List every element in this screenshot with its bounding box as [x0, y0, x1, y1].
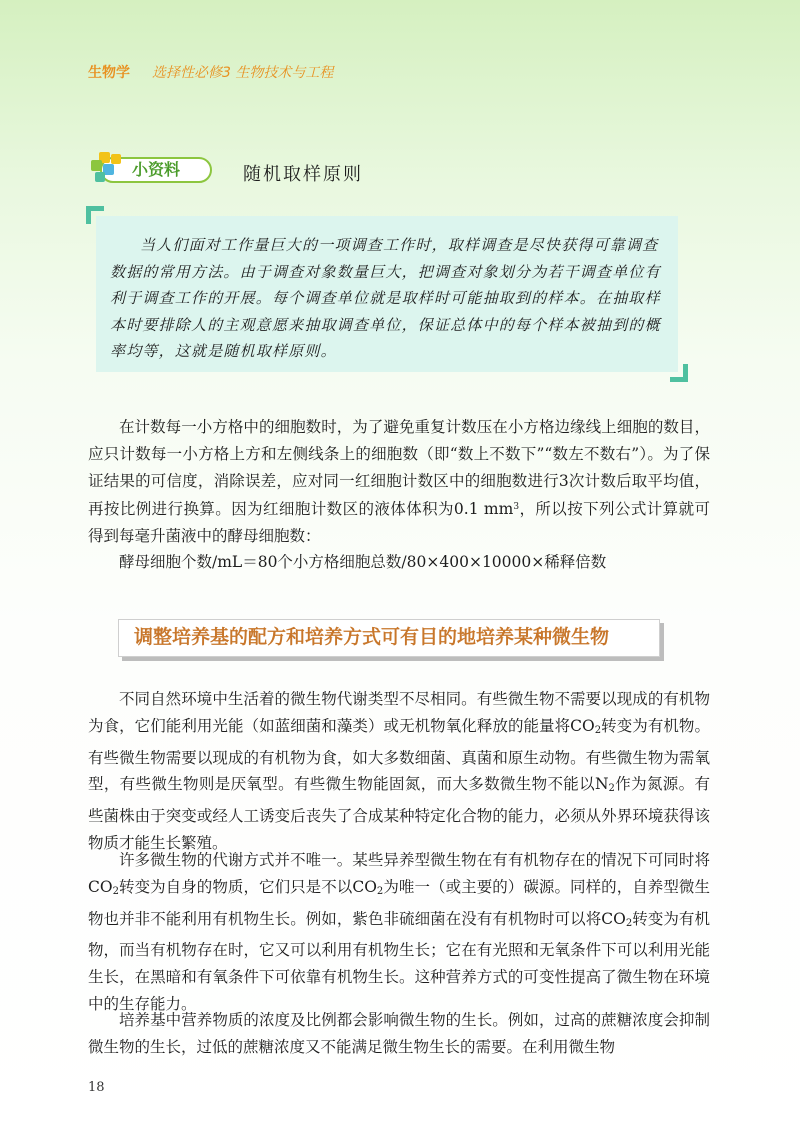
paragraph-counting	[88, 414, 710, 550]
header-book-title: 选择性必修3 生物技术与工程	[152, 65, 334, 81]
info-tag-label: 小资料	[132, 160, 181, 179]
paragraph-part: 许多微生物的代谢方式并不唯一。某些异养型微生物在有有机物存在的情况下可同时将CO	[88, 851, 710, 896]
info-tag	[86, 150, 214, 190]
info-box-corner-top-left	[86, 206, 104, 224]
info-box-corner-bottom-right	[670, 364, 688, 382]
unit-superscript: 3	[513, 502, 520, 513]
paragraph-part: 转变为有机物。有些微生物需要以现成的有机物为食，如大多数细菌、真菌和原生动物。有些微生物为需氧型，有些微生物则是厌氧型。有些微生物能固氮，而大多数微生物不能以N	[88, 716, 710, 794]
paragraph-metabolism-types	[88, 686, 710, 857]
info-box-title: 随机取样原则	[243, 164, 363, 185]
info-box-text: 当人们面对工作量巨大的一项调查工作时，取样调查是尽快获得可靠调查数据的常用方法。由于调查对象数量巨大，把调查对象划分为若干调查单位有利于调查工作的开展。每个调查单位就是取样时可能抽取到的样本。在抽取样本时要排除人的主观意愿来抽取调查单位，保证总体中的每个样本被抽到的概率均等，这就是随机取样原则。	[110, 236, 661, 360]
puzzle-icon	[86, 150, 130, 190]
formula-line: 酵母细胞个数/mL＝80个小方格细胞总数/80×400×10000×稀释倍数	[119, 553, 607, 571]
paragraph-metabolism-flexibility	[88, 847, 710, 1018]
subscript: 2	[594, 724, 602, 736]
subscript: 2	[625, 917, 633, 929]
subscript: 2	[608, 783, 615, 795]
paragraph-nutrient-concentration: 培养基中营养物质的浓度及比例都会影响微生物的生长。例如，过高的蔗糖浓度会抑制微生物的生长，过低的蔗糖浓度又不能满足微生物生长的需要。在利用微生物	[88, 1011, 710, 1056]
running-header	[88, 62, 333, 82]
paragraph-part: 转变为有机物，而当有机物存在时，它又可以利用有机物生长；它在有光照和无氧条件下可以利用光能生长，在黑暗和有氧条件下可依靠有机物生长。这种营养方式的可变性提高了微生物在环境中的生存能力。	[88, 909, 710, 1013]
paragraph-counting-part-a: 在计数每一小方格中的细胞数时，为了避免重复计数压在小方格边缘线上细胞的数目，应只计数每一小方格上方和左侧线条上的细胞数（即“数上不数下”“数左不数右”）。为了保证结果的可信度，消除误差，应对同一红细胞计数区中的细胞数进行3次计数后取平均值，再按比例进行换算。因为红细胞计数区的液体体积为0.1 mm	[88, 418, 710, 519]
paragraph-part: 为唯一（或主要的）碳源。同样的，自养型微生物也并非不能利用有机物生长。例如，紫色非硫细菌在没有有机物时可以将CO	[88, 877, 710, 928]
subscript: 2	[112, 885, 119, 897]
paragraph-part: 作为氮源。有些菌株由于突变或经人工诱变后丧失了合成某种特定化合物的能力，必须从外界环境获得该物质才能生长繁殖。	[88, 775, 710, 852]
subscript: 2	[376, 885, 384, 897]
header-subject: 生物学	[88, 65, 130, 81]
page-number: 18	[88, 1080, 105, 1095]
paragraph-part: 转变为自身的物质，它们只是不以CO	[118, 877, 377, 896]
paragraph-part: 不同自然环境中生活着的微生物代谢类型不尽相同。有些微生物不需要以现成的有机物为食，它们能利用光能（如蓝细菌和藻类）或无机物氧化释放的能量将CO	[88, 690, 710, 735]
section-heading: 调整培养基的配方和培养方式可有目的地培养某种微生物	[134, 626, 610, 648]
paragraph-counting-part-b: ，所以按下列公式计算就可得到每毫升菌液中的酵母细胞数：	[88, 500, 710, 546]
